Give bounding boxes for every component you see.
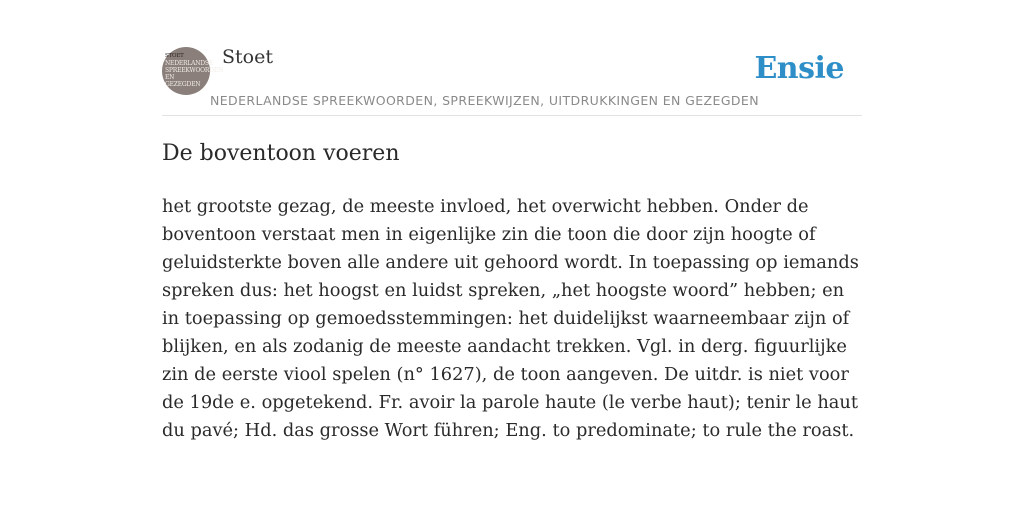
definition-text: het grootste gezag, de meeste invloed, het overwicht hebben. Onder de boventoon verstaat men in eigenlijke zin die toon die door zijn hoogte of geluidsterkte boven alle andere uit gehoord wordt. In toepassing op iemands spreken dus: het hoogst en luidst spreken, „het hoogste woord” hebben; en in toepassing op gemoedsstemmingen: het duidelijkst waarneembaar zijn of blijken, en als zodanig de meeste aandacht trekken. Vgl. in derg. figuurlijke zin de eerste viool spelen (n° 1627), de toon aangeven. De uitdr. is niet voor de 19de e. opgetekend. Fr. avoir la parole haute (le verbe haut); tenir le haut du pavé; Hd. das grosse Wort führen; Eng. to predominate; to rule the roast.: [162, 196, 859, 441]
avatar-label: STOET: [165, 53, 184, 59]
avatar-text: [165, 53, 224, 88]
author-name[interactable]: Stoet: [222, 46, 273, 68]
divider: [162, 115, 862, 116]
source-subtitle[interactable]: NEDERLANDSE SPREEKWOORDEN, SPREEKWIJZEN, UITDRUKKINGEN EN GEZEGDEN: [210, 93, 759, 108]
brand-logo[interactable]: Ensie: [754, 51, 844, 86]
page-title: De boventoon voeren: [162, 141, 400, 166]
author-avatar[interactable]: [162, 47, 224, 95]
avatar-caption: NEDERLANDSE SPREEKWOORDEN EN GEZEGDEN: [165, 60, 224, 88]
